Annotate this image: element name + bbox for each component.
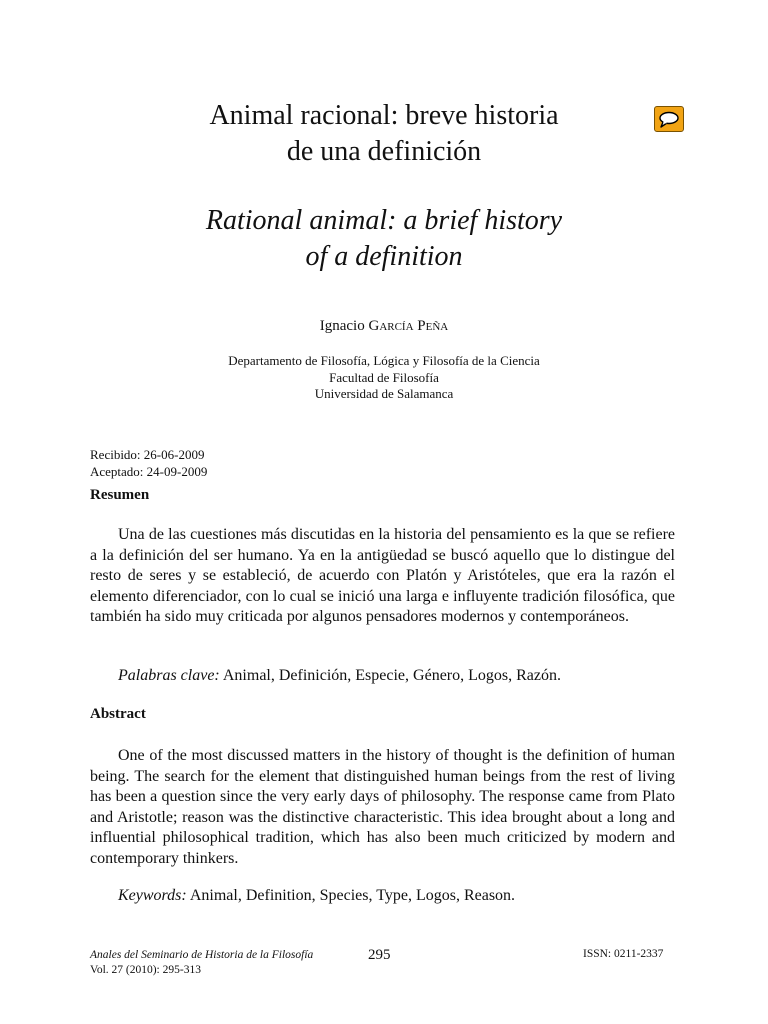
received-date: Recibido: 26-06-2009 <box>90 447 205 462</box>
page-number: 295 <box>368 947 391 963</box>
resumen-keywords-list: Animal, Definición, Especie, Género, Logos, Razón. <box>219 667 561 684</box>
article-title-line-2: de una definición <box>286 136 482 167</box>
resumen-heading: Resumen <box>90 487 150 503</box>
article-title-line-1: Animal racional: breve historia <box>209 100 559 131</box>
author-first-name: Ignacio <box>319 318 369 334</box>
abstract-keywords-label: Keywords: <box>118 887 187 904</box>
affiliation-department: Departamento de Filosofía, Lógica y Filosofía de la Ciencia <box>228 353 540 368</box>
issn: ISSN: 0211-2337 <box>583 948 664 960</box>
article-title-english <box>0 203 768 275</box>
author-name <box>0 316 768 336</box>
resumen-keywords <box>118 666 561 686</box>
affiliation-university: Universidad de Salamanca <box>314 386 454 401</box>
affiliation-faculty: Facultad de Filosofía <box>329 369 439 385</box>
footer-citation <box>90 948 313 978</box>
accepted-date: Aceptado: 24-09-2009 <box>90 464 208 479</box>
submission-dates <box>90 446 207 480</box>
affiliation <box>0 353 768 403</box>
journal-volume: Vol. 27 (2010): 295-313 <box>90 964 201 976</box>
abstract-heading: Abstract <box>90 706 146 722</box>
resumen-text: Una de las cuestiones más discutidas en la historia del pensamiento es la que se refiere a la definición del ser humano. Ya en la antigüedad se buscó aquello que lo distingue del resto de seres y se estableció, de acuerdo con Platón y Aristóteles, que era la razón el elemento diferenciador, con lo cual se inició una larga e influyente tradición filosófica, que también ha sido muy criticada por algunos pensadores modernos y contemporáneos. <box>90 526 675 625</box>
author-last-name: García Peña <box>368 318 449 334</box>
journal-name: Anales del Seminario de Historia de la Filosofía <box>90 949 314 961</box>
abstract-keywords <box>118 886 515 906</box>
article-title-english-line-2: of a definition <box>305 241 463 272</box>
abstract-text: One of the most discussed matters in the history of thought is the definition of human being. The search for the element that distinguished human beings from the rest of living has been a question since the very early days of philosophy. The response came from Plato and Aristotle; reason was the distinctive characteristic. This idea brought about a long and influential philosophical tradition, which has also been much criticized by modern and contemporary thinkers. <box>90 747 675 867</box>
resumen-keywords-label: Palabras clave: <box>118 667 220 684</box>
article-title-english-line-1: Rational animal: a brief history <box>205 205 563 236</box>
abstract-keywords-list: Animal, Definition, Species, Type, Logos, Reason. <box>186 887 516 904</box>
article-title <box>0 98 768 170</box>
